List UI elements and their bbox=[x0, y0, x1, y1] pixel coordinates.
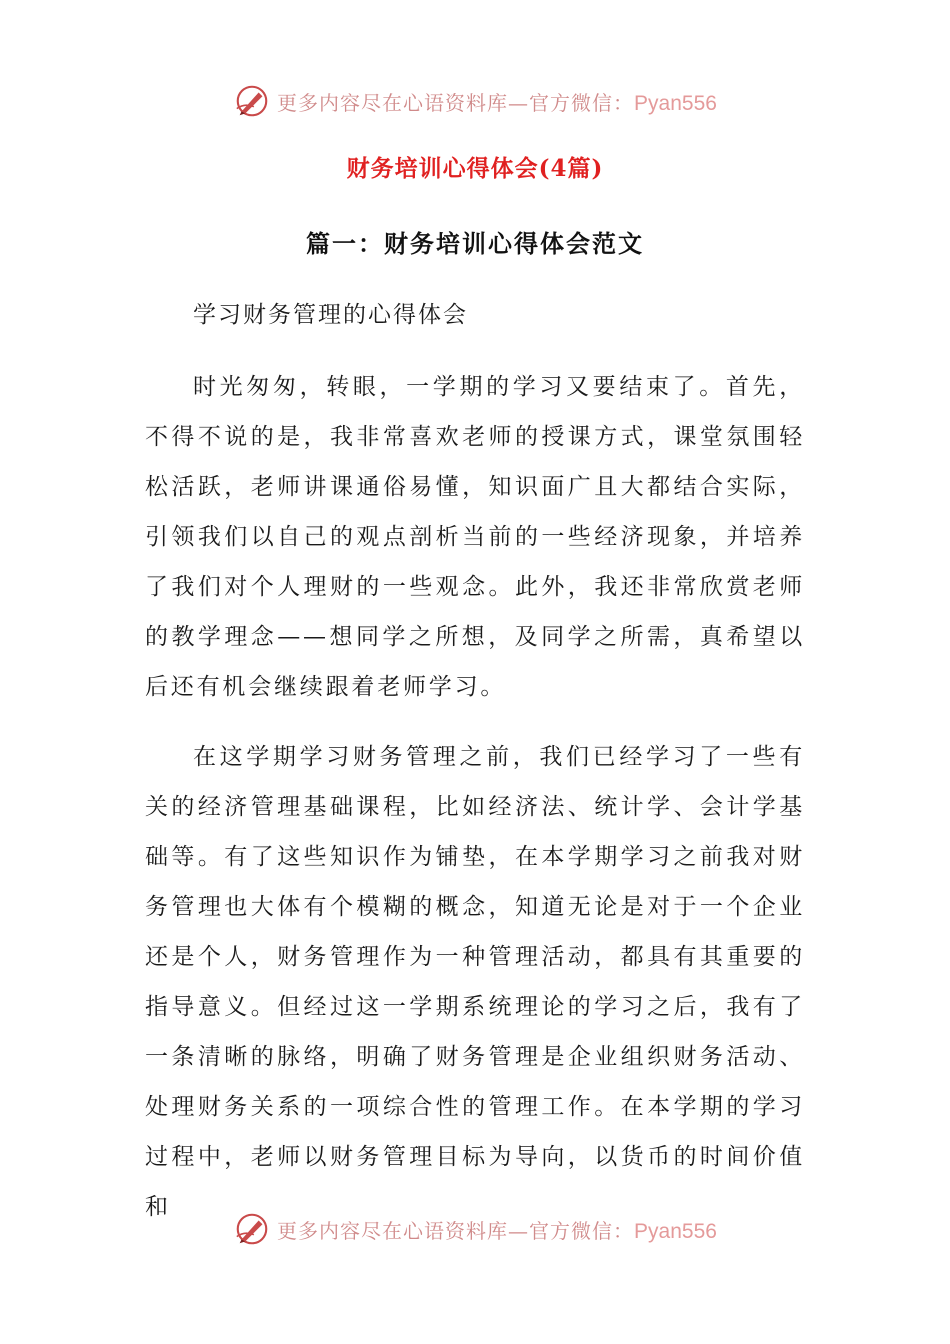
header-banner bbox=[0, 82, 950, 120]
banner-text bbox=[277, 1215, 717, 1244]
document-title: 财务培训心得体会(4篇) bbox=[346, 155, 604, 182]
paragraph-1: 时光匆匆，转眼，一学期的学习又要结束了。首先，不得不说的是，我非常喜欢老师的授课方式，课堂氛围轻松活跃，老师讲课通俗易懂，知识面广且大都结合实际，引领我们以自己的观点剖析当前的一些经济现象，并培养了我们对个人理财的一些观念。此外，我还非常欣赏老师的教学理念——想同学之所想，及同学之所需，真希望以后还有机会继续跟着老师学习。 bbox=[145, 374, 805, 700]
banner-label: 更多内容尽在心语资料库—官方微信： bbox=[277, 90, 635, 115]
subtitle: 学习财务管理的心得体会 bbox=[193, 302, 468, 328]
banner-text bbox=[277, 87, 717, 116]
footer-banner bbox=[0, 1210, 950, 1248]
pen-logo-icon bbox=[233, 82, 271, 120]
section-title: 篇一：财务培训心得体会范文 bbox=[306, 229, 644, 258]
banner-brand: Pyan556 bbox=[634, 91, 717, 115]
pen-logo-icon bbox=[233, 1210, 271, 1248]
banner-label: 更多内容尽在心语资料库—官方微信： bbox=[277, 1218, 635, 1243]
paragraph-2: 在这学期学习财务管理之前，我们已经学习了一些有关的经济管理基础课程，比如经济法、统计学、会计学基础等。有了这些知识作为铺垫，在本学期学习之前我对财务管理也大体有个模糊的概念，知道无论是对于一个企业还是个人，财务管理作为一种管理活动，都具有其重要的指导意义。但经过这一学期系统理论的学习之后，我有了一条清晰的脉络，明确了财务管理是企业组织财务活动、处理财务关系的一项综合性的管理工作。在本学期的学习过程中，老师以财务管理目标为导向，以货币的时间价值和 bbox=[145, 744, 805, 1220]
banner-brand: Pyan556 bbox=[634, 1219, 717, 1243]
